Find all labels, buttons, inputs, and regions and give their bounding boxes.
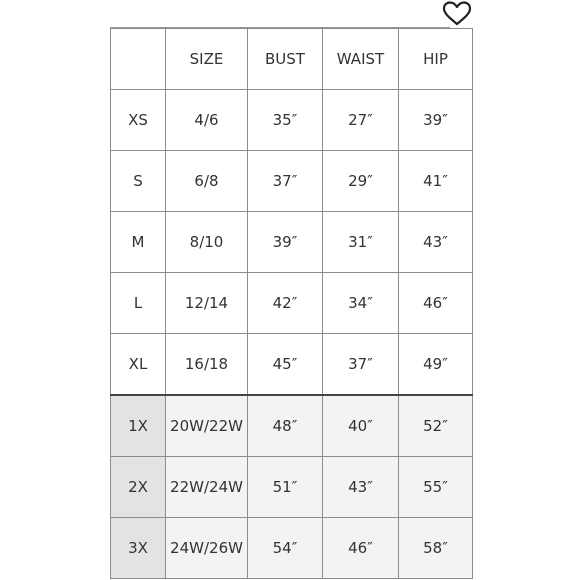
cell-label: M [111,212,166,273]
table-row [111,518,473,579]
size-chart-table [110,28,473,579]
cell-waist: 31″ [323,212,399,273]
cell-size: 22W/24W [166,457,248,518]
table-row [111,395,473,457]
cell-hip: 41″ [399,151,473,212]
cell-bust: 48″ [248,395,323,457]
table-row [111,273,473,334]
cell-waist: 37″ [323,334,399,396]
table-row [111,457,473,518]
cell-waist: 34″ [323,273,399,334]
cell-label: L [111,273,166,334]
cell-hip: 39″ [399,90,473,151]
cell-hip: 55″ [399,457,473,518]
cell-bust: 35″ [248,90,323,151]
cell-size: 8/10 [166,212,248,273]
table-row [111,90,473,151]
table-row [111,151,473,212]
cell-size: 16/18 [166,334,248,396]
cell-label: XL [111,334,166,396]
cell-waist: 43″ [323,457,399,518]
header-cell-waist: WAIST [323,29,399,90]
cell-size: 24W/26W [166,518,248,579]
cell-label: 2X [111,457,166,518]
cell-waist: 29″ [323,151,399,212]
cell-label: S [111,151,166,212]
cell-hip: 58″ [399,518,473,579]
cell-label: XS [111,90,166,151]
cell-hip: 43″ [399,212,473,273]
cell-bust: 45″ [248,334,323,396]
cell-hip: 46″ [399,273,473,334]
cell-waist: 46″ [323,518,399,579]
table-header-row [111,29,473,90]
cell-size: 6/8 [166,151,248,212]
header-cell-label [111,29,166,90]
cell-size: 12/14 [166,273,248,334]
cell-waist: 40″ [323,395,399,457]
header-cell-size: SIZE [166,29,248,90]
cell-label: 1X [111,395,166,457]
cell-bust: 42″ [248,273,323,334]
cell-size: 4/6 [166,90,248,151]
table-row [111,212,473,273]
cell-bust: 39″ [248,212,323,273]
cell-waist: 27″ [323,90,399,151]
cell-hip: 49″ [399,334,473,396]
cell-bust: 51″ [248,457,323,518]
cell-size: 20W/22W [166,395,248,457]
cell-hip: 52″ [399,395,473,457]
cell-label: 3X [111,518,166,579]
cell-bust: 37″ [248,151,323,212]
header-cell-hip: HIP [399,29,473,90]
cell-bust: 54″ [248,518,323,579]
table-row [111,334,473,396]
heart-outline-icon[interactable] [441,0,473,26]
header-cell-bust: BUST [248,29,323,90]
